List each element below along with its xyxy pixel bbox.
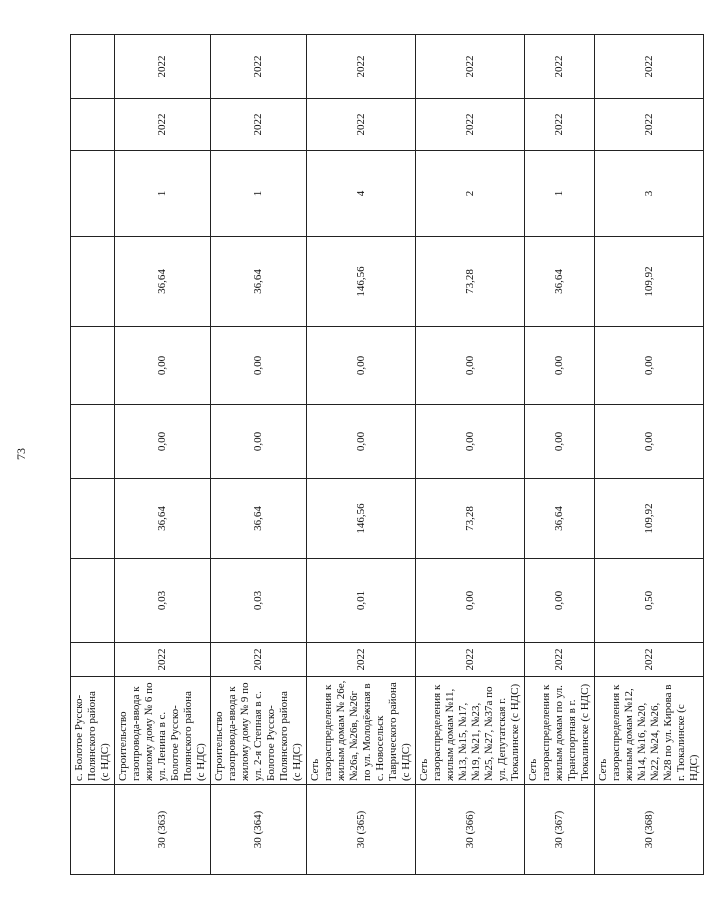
count-cell: 3 (595, 151, 704, 237)
value-cell: 36,64 (115, 479, 211, 559)
year-cell: 2022 (115, 99, 211, 151)
page-number: 73 (14, 448, 28, 460)
year-cell: 2022 (416, 35, 525, 99)
value-cell: 36,64 (115, 237, 211, 327)
year-cell: 2022 (416, 99, 525, 151)
value-cell: 0,03 (211, 559, 307, 643)
value-cell: 0,00 (416, 559, 525, 643)
table-row (595, 35, 704, 875)
year-cell: 2022 (595, 35, 704, 99)
value-cell: 0,00 (115, 405, 211, 479)
year-cell (71, 35, 115, 99)
object-name-cell: Сеть газораспределения к жилым домам по ул. Транспортная в г. Тюкалинске (с НДС) (525, 677, 595, 785)
value-cell: 0,03 (115, 559, 211, 643)
code-cell: 30 (363) (115, 785, 211, 875)
object-name-cell: Сеть газораспределения к жилым домам № 26е, №26а, №26в, №26г по ул. Молодёжная в с. Новосельск Таврического района (с НДС) (307, 677, 416, 785)
year-cell: 2022 (525, 35, 595, 99)
value-cell: 109,92 (595, 479, 704, 559)
value-cell: 146,56 (307, 479, 416, 559)
year-cell: 2022 (525, 643, 595, 677)
count-cell: 1 (211, 151, 307, 237)
value-cell: 0,00 (525, 327, 595, 405)
table-row (115, 35, 211, 875)
code-cell (71, 785, 115, 875)
value-cell (71, 479, 115, 559)
value-cell (71, 559, 115, 643)
value-cell: 146,56 (307, 237, 416, 327)
object-name-cell: с. Болотое Русско-Полянского района (с НДС) (71, 677, 115, 785)
table-row (307, 35, 416, 875)
data-table (70, 34, 704, 875)
value-cell: 73,28 (416, 237, 525, 327)
value-cell: 36,64 (211, 237, 307, 327)
object-name-cell: Сеть газораспределения к жилым домам №11, №13, №15, №17, №19, №21, №23, №25, №27, №37а по ул. Депутатская г. Тюкалинске (с НДС) (416, 677, 525, 785)
year-cell: 2022 (115, 35, 211, 99)
year-cell (71, 99, 115, 151)
code-cell: 30 (366) (416, 785, 525, 875)
year-cell: 2022 (307, 35, 416, 99)
table-row (525, 35, 595, 875)
value-cell: 36,64 (525, 237, 595, 327)
value-cell: 0,00 (211, 405, 307, 479)
table-row (211, 35, 307, 875)
value-cell: 109,92 (595, 237, 704, 327)
code-cell: 30 (368) (595, 785, 704, 875)
table-row (416, 35, 525, 875)
value-cell: 0,00 (211, 327, 307, 405)
value-cell: 73,28 (416, 479, 525, 559)
year-cell: 2022 (595, 99, 704, 151)
value-cell: 0,00 (525, 559, 595, 643)
value-cell: 0,00 (307, 405, 416, 479)
table-row (71, 35, 115, 875)
value-cell: 0,00 (525, 405, 595, 479)
year-cell (71, 643, 115, 677)
year-cell: 2022 (307, 643, 416, 677)
count-cell: 4 (307, 151, 416, 237)
code-cell: 30 (364) (211, 785, 307, 875)
count-cell: 1 (525, 151, 595, 237)
count-cell (71, 151, 115, 237)
code-cell: 30 (365) (307, 785, 416, 875)
object-name-cell: Строительство газопровода-ввода к жилому дому № 9 по ул. 2-я Степная в с. Болотое Русско-Полянского района (с НДС) (211, 677, 307, 785)
value-cell (71, 237, 115, 327)
year-cell: 2022 (416, 643, 525, 677)
object-name-cell: Сеть газораспределения к жилым домам №12, №14, №16, №20, №22, №24, №26, №28 по ул. Кирова в г. Тюкалинске (с НДС) (595, 677, 704, 785)
year-cell: 2022 (525, 99, 595, 151)
value-cell (71, 327, 115, 405)
value-cell: 0,00 (595, 405, 704, 479)
value-cell: 0,00 (416, 405, 525, 479)
value-cell (71, 405, 115, 479)
year-cell: 2022 (211, 643, 307, 677)
value-cell: 36,64 (525, 479, 595, 559)
count-cell: 2 (416, 151, 525, 237)
year-cell: 2022 (211, 35, 307, 99)
code-cell: 30 (367) (525, 785, 595, 875)
value-cell: 36,64 (211, 479, 307, 559)
object-name-cell: Строительство газопровода-ввода к жилому дому № 6 по ул. Ленина в с. Болотое Русско-Полянского района (с НДС) (115, 677, 211, 785)
value-cell: 0,50 (595, 559, 704, 643)
value-cell: 0,00 (115, 327, 211, 405)
count-cell: 1 (115, 151, 211, 237)
value-cell: 0,00 (307, 327, 416, 405)
year-cell: 2022 (211, 99, 307, 151)
year-cell: 2022 (307, 99, 416, 151)
year-cell: 2022 (595, 643, 704, 677)
value-cell: 0,01 (307, 559, 416, 643)
year-cell: 2022 (115, 643, 211, 677)
value-cell: 0,00 (595, 327, 704, 405)
value-cell: 0,00 (416, 327, 525, 405)
